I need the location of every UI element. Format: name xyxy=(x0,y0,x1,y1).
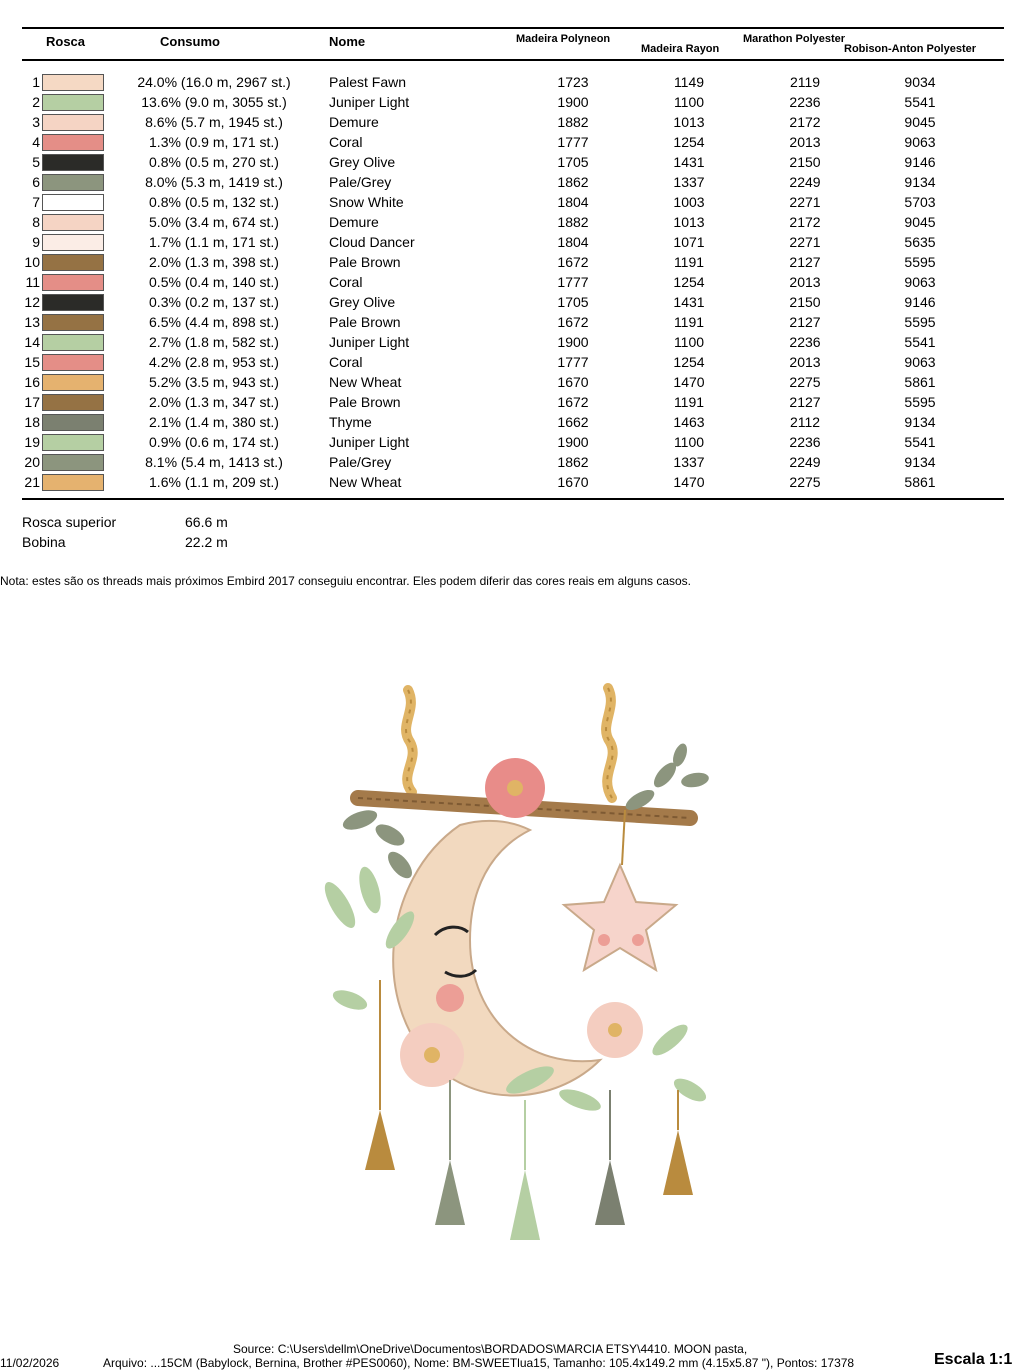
color-swatch xyxy=(42,154,104,171)
row-madeira-rayon: 1013 xyxy=(673,214,705,230)
color-swatch xyxy=(42,94,104,111)
row-consumo: 8.6% (5.7 m, 1945 st.) xyxy=(145,114,283,130)
row-madeira-rayon: 1100 xyxy=(673,94,705,110)
row-robison: 5861 xyxy=(904,374,936,390)
table-row xyxy=(0,312,1024,332)
row-robison: 5541 xyxy=(904,334,936,350)
row-consumo: 4.2% (2.8 m, 953 st.) xyxy=(149,354,279,370)
color-swatch xyxy=(42,294,104,311)
row-nome: Juniper Light xyxy=(329,434,410,450)
rope-left xyxy=(406,690,413,792)
row-number: 20 xyxy=(24,454,40,470)
row-number: 8 xyxy=(32,214,40,230)
row-madeira-polyneon: 1705 xyxy=(557,294,589,310)
table-header-rule xyxy=(22,59,1004,61)
row-consumo: 2.0% (1.3 m, 398 st.) xyxy=(149,254,279,270)
row-number: 10 xyxy=(24,254,40,270)
row-nome: Demure xyxy=(329,114,379,130)
row-madeira-polyneon: 1670 xyxy=(557,474,589,490)
row-nome: Demure xyxy=(329,214,379,230)
row-consumo: 1.6% (1.1 m, 209 st.) xyxy=(149,474,279,490)
row-madeira-polyneon: 1900 xyxy=(557,434,589,450)
row-robison: 9045 xyxy=(904,214,936,230)
row-marathon: 2127 xyxy=(789,394,821,410)
row-robison: 9146 xyxy=(904,154,936,170)
row-madeira-rayon: 1254 xyxy=(673,134,705,150)
row-number: 5 xyxy=(32,154,40,170)
row-consumo: 0.3% (0.2 m, 137 st.) xyxy=(149,294,279,310)
color-swatch xyxy=(42,234,104,251)
row-consumo: 24.0% (16.0 m, 2967 st.) xyxy=(137,74,291,90)
row-consumo: 1.7% (1.1 m, 171 st.) xyxy=(149,234,279,250)
row-robison: 5703 xyxy=(904,194,936,210)
footer-scale: Escala 1:1 xyxy=(934,1351,1013,1368)
row-number: 9 xyxy=(32,234,40,250)
table-row xyxy=(0,192,1024,212)
row-consumo: 8.1% (5.4 m, 1413 st.) xyxy=(145,454,283,470)
row-nome: Pale Brown xyxy=(329,254,401,270)
row-madeira-rayon: 1149 xyxy=(673,74,705,90)
summary-top-value: 66.6 m xyxy=(185,514,228,530)
table-row xyxy=(0,252,1024,272)
row-madeira-polyneon: 1777 xyxy=(557,274,589,290)
row-madeira-rayon: 1191 xyxy=(673,394,705,410)
table-row xyxy=(0,292,1024,312)
row-marathon: 2127 xyxy=(789,254,821,270)
table-row xyxy=(0,432,1024,452)
row-nome: Pale Brown xyxy=(329,394,401,410)
table-bottom-rule xyxy=(22,498,1004,500)
row-nome: Pale Brown xyxy=(329,314,401,330)
row-marathon: 2249 xyxy=(789,174,821,190)
row-madeira-polyneon: 1672 xyxy=(557,254,589,270)
row-marathon: 2271 xyxy=(789,194,821,210)
row-madeira-polyneon: 1900 xyxy=(557,334,589,350)
row-madeira-rayon: 1431 xyxy=(673,294,705,310)
color-swatch xyxy=(42,174,104,191)
row-madeira-rayon: 1470 xyxy=(673,474,705,490)
row-consumo: 1.3% (0.9 m, 171 st.) xyxy=(149,134,279,150)
row-madeira-polyneon: 1862 xyxy=(557,174,589,190)
row-robison: 5541 xyxy=(904,94,936,110)
row-nome: Coral xyxy=(329,354,363,370)
row-robison: 9045 xyxy=(904,114,936,130)
summary-bobbin-value: 22.2 m xyxy=(185,534,228,550)
row-madeira-rayon: 1071 xyxy=(673,234,705,250)
row-marathon: 2172 xyxy=(789,214,821,230)
table-row xyxy=(0,452,1024,472)
table-row xyxy=(0,112,1024,132)
row-madeira-rayon: 1013 xyxy=(673,114,705,130)
row-number: 13 xyxy=(24,314,40,330)
footer-date: 11/02/2026 xyxy=(0,1356,60,1370)
color-swatch xyxy=(42,214,104,231)
table-row xyxy=(0,272,1024,292)
row-madeira-rayon: 1337 xyxy=(673,174,705,190)
color-swatch xyxy=(42,74,104,91)
row-robison: 5635 xyxy=(904,234,936,250)
row-number: 7 xyxy=(32,194,40,210)
flower-bottom-left xyxy=(400,1023,464,1087)
row-number: 2 xyxy=(32,94,40,110)
color-swatch xyxy=(42,254,104,271)
row-madeira-rayon: 1191 xyxy=(673,254,705,270)
row-nome: Cloud Dancer xyxy=(329,234,415,250)
row-consumo: 6.5% (4.4 m, 898 st.) xyxy=(149,314,279,330)
color-swatch xyxy=(42,114,104,131)
color-swatch xyxy=(42,454,104,471)
header-nome: Nome xyxy=(329,34,366,49)
header-madeira-polyneon: Madeira Polyneon xyxy=(516,33,611,45)
row-marathon: 2013 xyxy=(789,354,821,370)
row-madeira-polyneon: 1900 xyxy=(557,94,589,110)
row-madeira-polyneon: 1662 xyxy=(557,414,589,430)
table-row xyxy=(0,372,1024,392)
row-marathon: 2271 xyxy=(789,234,821,250)
row-nome: Palest Fawn xyxy=(329,74,407,90)
row-consumo: 0.9% (0.6 m, 174 st.) xyxy=(149,434,279,450)
row-consumo: 0.5% (0.4 m, 140 st.) xyxy=(149,274,279,290)
color-swatch xyxy=(42,374,104,391)
row-madeira-rayon: 1470 xyxy=(673,374,705,390)
row-madeira-rayon: 1100 xyxy=(673,434,705,450)
table-row xyxy=(0,132,1024,152)
color-swatch xyxy=(42,354,104,371)
row-robison: 9134 xyxy=(904,414,936,430)
color-swatch xyxy=(42,434,104,451)
table-row xyxy=(0,352,1024,372)
row-number: 19 xyxy=(24,434,40,450)
row-marathon: 2275 xyxy=(789,374,821,390)
row-madeira-polyneon: 1672 xyxy=(557,394,589,410)
flower-bottom-right xyxy=(587,1002,643,1058)
color-swatch xyxy=(42,134,104,151)
row-marathon: 2249 xyxy=(789,454,821,470)
table-row xyxy=(0,472,1024,492)
table-row xyxy=(0,152,1024,172)
footer-source: Source: C:\Users\dellm\OneDrive\Documentos\BORDADOS\MARCIA ETSY\4410. MOON pasta, xyxy=(233,1342,748,1356)
row-number: 21 xyxy=(24,474,40,490)
table-row xyxy=(0,232,1024,252)
row-marathon: 2127 xyxy=(789,314,821,330)
row-consumo: 2.1% (1.4 m, 380 st.) xyxy=(149,414,279,430)
row-marathon: 2150 xyxy=(789,154,821,170)
row-madeira-polyneon: 1705 xyxy=(557,154,589,170)
row-madeira-polyneon: 1804 xyxy=(557,194,589,210)
row-marathon: 2112 xyxy=(789,414,821,430)
row-nome: New Wheat xyxy=(329,374,402,390)
row-marathon: 2013 xyxy=(789,274,821,290)
row-consumo: 13.6% (9.0 m, 3055 st.) xyxy=(141,94,287,110)
header-madeira-rayon: Madeira Rayon xyxy=(641,43,720,55)
header-marathon: Marathon Polyester xyxy=(743,33,846,45)
row-nome: Juniper Light xyxy=(329,334,410,350)
row-marathon: 2236 xyxy=(789,434,821,450)
row-number: 15 xyxy=(24,354,40,370)
header-consumo: Consumo xyxy=(160,34,220,49)
color-swatch xyxy=(42,314,104,331)
row-madeira-polyneon: 1882 xyxy=(557,214,589,230)
row-robison: 5595 xyxy=(904,254,936,270)
row-consumo: 0.8% (0.5 m, 270 st.) xyxy=(149,154,279,170)
row-robison: 9134 xyxy=(904,174,936,190)
row-marathon: 2236 xyxy=(789,334,821,350)
row-number: 3 xyxy=(32,114,40,130)
color-swatch xyxy=(42,194,104,211)
row-nome: Juniper Light xyxy=(329,94,410,110)
row-nome: Coral xyxy=(329,134,363,150)
table-row xyxy=(0,412,1024,432)
row-number: 16 xyxy=(24,374,40,390)
summary-bobbin-label: Bobina xyxy=(22,534,66,550)
table-top-rule xyxy=(22,27,1004,29)
row-madeira-rayon: 1431 xyxy=(673,154,705,170)
row-madeira-polyneon: 1777 xyxy=(557,354,589,370)
embroidery-preview xyxy=(300,680,730,1260)
row-number: 18 xyxy=(24,414,40,430)
row-robison: 5595 xyxy=(904,314,936,330)
table-row xyxy=(0,72,1024,92)
star-ornament xyxy=(564,810,676,970)
summary-top-label: Rosca superior xyxy=(22,514,117,530)
row-nome: Pale/Grey xyxy=(329,174,392,190)
table-row xyxy=(0,392,1024,412)
row-consumo: 0.8% (0.5 m, 132 st.) xyxy=(149,194,279,210)
row-madeira-rayon: 1254 xyxy=(673,274,705,290)
row-madeira-rayon: 1254 xyxy=(673,354,705,370)
table-row xyxy=(0,332,1024,352)
row-number: 1 xyxy=(32,74,40,90)
moon-cheek xyxy=(436,984,464,1012)
header-robison: Robison-Anton Polyester xyxy=(844,43,977,55)
row-marathon: 2013 xyxy=(789,134,821,150)
color-swatch xyxy=(42,414,104,431)
row-number: 17 xyxy=(24,394,40,410)
row-robison: 9134 xyxy=(904,454,936,470)
row-number: 4 xyxy=(32,134,40,150)
header-rosca: Rosca xyxy=(46,34,86,49)
row-nome: Coral xyxy=(329,274,363,290)
row-madeira-polyneon: 1862 xyxy=(557,454,589,470)
row-madeira-rayon: 1337 xyxy=(673,454,705,470)
row-consumo: 2.7% (1.8 m, 582 st.) xyxy=(149,334,279,350)
row-number: 12 xyxy=(24,294,40,310)
color-swatch xyxy=(42,274,104,291)
row-robison: 9063 xyxy=(904,274,936,290)
row-consumo: 5.0% (3.4 m, 674 st.) xyxy=(149,214,279,230)
rope-right xyxy=(606,688,613,798)
row-marathon: 2236 xyxy=(789,94,821,110)
row-consumo: 5.2% (3.5 m, 943 st.) xyxy=(149,374,279,390)
flower-top xyxy=(485,758,545,818)
row-madeira-polyneon: 1670 xyxy=(557,374,589,390)
color-swatch xyxy=(42,334,104,351)
row-robison: 9146 xyxy=(904,294,936,310)
row-consumo: 8.0% (5.3 m, 1419 st.) xyxy=(145,174,283,190)
row-robison: 5861 xyxy=(904,474,936,490)
row-number: 14 xyxy=(24,334,40,350)
row-nome: Thyme xyxy=(329,414,372,430)
table-row xyxy=(0,212,1024,232)
row-madeira-polyneon: 1804 xyxy=(557,234,589,250)
row-madeira-rayon: 1100 xyxy=(673,334,705,350)
row-madeira-polyneon: 1882 xyxy=(557,114,589,130)
row-madeira-rayon: 1191 xyxy=(673,314,705,330)
table-row xyxy=(0,92,1024,112)
row-madeira-polyneon: 1777 xyxy=(557,134,589,150)
color-swatch xyxy=(42,474,104,491)
row-nome: Grey Olive xyxy=(329,154,396,170)
row-madeira-polyneon: 1672 xyxy=(557,314,589,330)
row-madeira-polyneon: 1723 xyxy=(557,74,589,90)
row-consumo: 2.0% (1.3 m, 347 st.) xyxy=(149,394,279,410)
color-swatch xyxy=(42,394,104,411)
row-nome: New Wheat xyxy=(329,474,402,490)
thread-note: Nota: estes são os threads mais próximos Embird 2017 conseguiu encontrar. Eles podem diferir das cores reais em alguns casos. xyxy=(0,574,692,588)
row-marathon: 2150 xyxy=(789,294,821,310)
row-robison: 9063 xyxy=(904,134,936,150)
footer-file-info: Arquivo: ...15CM (Babylock, Bernina, Brother #PES0060), Nome: BM-SWEETlua15, Tamanho: 105.4x149.2 mm (4.15x5.87 "), Pontos: 17378 xyxy=(103,1356,855,1370)
row-madeira-rayon: 1463 xyxy=(673,414,705,430)
row-robison: 9034 xyxy=(904,74,936,90)
row-robison: 9063 xyxy=(904,354,936,370)
row-robison: 5541 xyxy=(904,434,936,450)
row-robison: 5595 xyxy=(904,394,936,410)
row-marathon: 2172 xyxy=(789,114,821,130)
row-number: 11 xyxy=(25,274,40,290)
row-marathon: 2275 xyxy=(789,474,821,490)
row-madeira-rayon: 1003 xyxy=(673,194,705,210)
row-nome: Grey Olive xyxy=(329,294,396,310)
row-marathon: 2119 xyxy=(789,74,821,90)
row-nome: Pale/Grey xyxy=(329,454,392,470)
row-nome: Snow White xyxy=(329,194,404,210)
table-row xyxy=(0,172,1024,192)
row-number: 6 xyxy=(32,174,40,190)
